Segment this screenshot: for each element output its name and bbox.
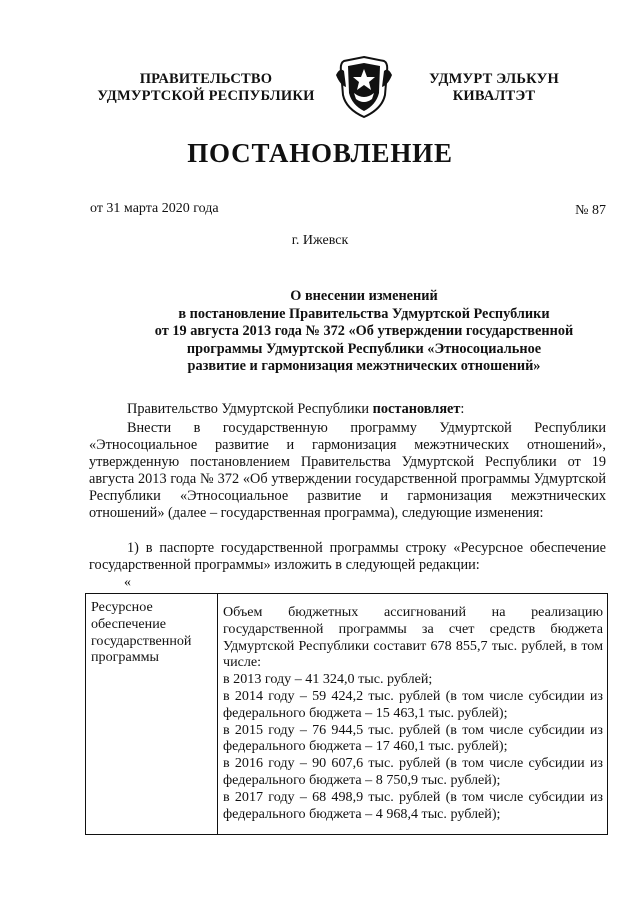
subject-line: от 19 августа 2013 года № 372 «Об утверждении государственной	[154, 323, 574, 339]
subject-line: программы Удмуртской Республики «Этносоциальное	[186, 340, 542, 357]
resolution-verb: постановляет	[372, 401, 461, 417]
header-government-ru	[82, 71, 330, 105]
amendment-item-1: 1) в паспорте государственной программы строку «Ресурсное обеспечение государственной программы» изложить в следующей редакции:	[89, 540, 606, 574]
resolution-intro-colon: :	[460, 401, 465, 417]
document-subject	[100, 288, 628, 376]
table-intro-text: Объем бюджетных ассигнований на реализацию государственной программы за счет средств бюджета Удмуртской Республики составит 678 855,7 тыс. рублей, в том числе:	[223, 604, 603, 671]
table-year-line: в 2014 году – 59 424,2 тыс. рублей (в том числе субсидии из федерального бюджета – 15 463,1 тыс. рублей);	[223, 687, 603, 721]
table-year-line: в 2013 году – 41 324,0 тыс. рублей;	[223, 671, 433, 688]
header-right-line1: УДМУРТ ЭЛЬКУН	[429, 71, 559, 87]
resolution-intro-text: Правительство Удмуртской Республики	[127, 401, 373, 417]
document-date: от 31 марта 2020 года	[90, 201, 219, 216]
table-year-line: в 2017 году – 68 498,9 тыс. рублей (в том числе субсидии из федерального бюджета – 4 968,4 тыс. рублей);	[223, 788, 603, 822]
subject-line: в постановление Правительства Удмуртской Республики	[178, 305, 550, 322]
subject-line: развитие и гармонизация межэтнических отношений»	[187, 358, 541, 374]
table-cell-content	[218, 594, 608, 835]
header-left-line2: УДМУРТСКОЙ РЕСПУБЛИКИ	[97, 88, 315, 104]
table-year-line: в 2016 году – 90 607,6 тыс. рублей (в том числе субсидии из федерального бюджета – 8 750,9 тыс. рублей);	[223, 755, 603, 788]
table-cell-label: Ресурсное обеспечение государственной программы	[86, 594, 218, 835]
resolution-intro	[127, 401, 464, 418]
subject-line: О внесении изменений	[290, 288, 438, 304]
header-left-line1: ПРАВИТЕЛЬСТВО	[139, 71, 273, 87]
header-government-udm	[418, 71, 570, 105]
document-city: г. Ижевск	[291, 233, 349, 248]
opening-quote-mark: «	[124, 575, 131, 590]
resources-table	[85, 593, 608, 835]
header-right-line2: КИВАЛТЭТ	[452, 88, 536, 104]
amendment-paragraph: Внести в государственную программу Удмуртской Республики «Этносоциальное развитие и гармонизация межэтнических отношений», утвержденную постановлением Правительства Удмуртской Республики от 19 августа 2013 года № 372 «Об утверждении государственной программы Удмуртской Республики «Этносоциальное развитие и гармонизация межэтнических отношений» (далее – государственная программа), следующие изменения:	[89, 420, 606, 522]
coat-of-arms-emblem	[334, 55, 394, 119]
document-number: № 87	[575, 203, 606, 218]
document-type-title: ПОСТАНОВЛЕНИЕ	[187, 138, 453, 168]
table-row	[86, 594, 608, 835]
table-year-line: в 2015 году – 76 944,5 тыс. рублей (в том числе субсидии из федерального бюджета – 17 460,1 тыс. рублей);	[223, 721, 603, 755]
